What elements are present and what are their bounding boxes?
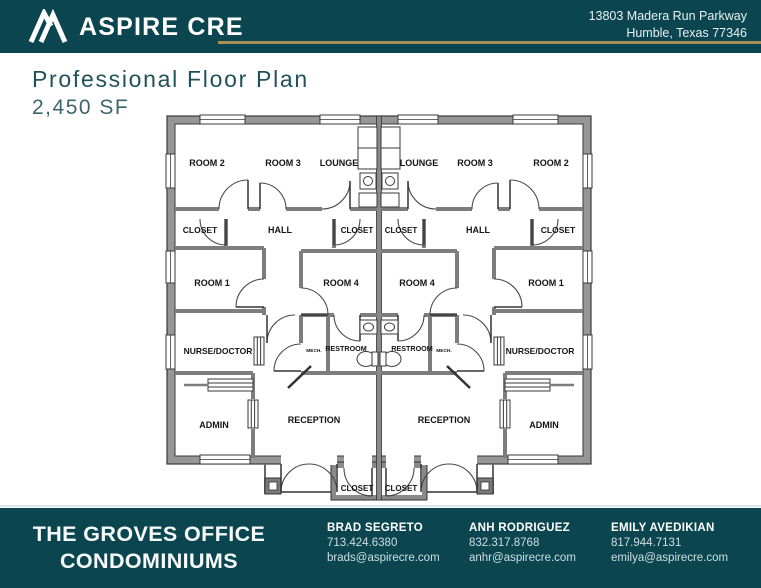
- room-label-room4-right: ROOM 4: [399, 278, 435, 288]
- room-label-mech-left: MECH.: [306, 349, 322, 354]
- room-label-room3-right: ROOM 3: [457, 158, 493, 168]
- contact-phone: 832.317.8768: [469, 537, 540, 549]
- contact-card: [611, 521, 743, 566]
- room-label-mech-right: MECH.: [436, 349, 452, 354]
- room-label-nurse-left: NURSE/DOCTOR: [183, 346, 253, 356]
- floor-plan-drawing: [164, 111, 594, 504]
- contact-card: [327, 521, 459, 566]
- room-label-room4-left: ROOM 4: [323, 278, 359, 288]
- property-address: [589, 8, 747, 42]
- contact-email: anhr@aspirecre.com: [469, 552, 576, 564]
- room-label-room1-left: ROOM 1: [194, 278, 230, 288]
- footer-bar: [0, 508, 761, 588]
- room-label-closet2-right: CLOSET: [384, 226, 418, 235]
- address-line-2: Humble, Texas 77346: [626, 26, 747, 40]
- footer-divider-line: [0, 505, 761, 507]
- contact-email: brads@aspirecre.com: [327, 552, 440, 564]
- brand-name: ASPIRE CRE: [79, 12, 244, 41]
- area-subtitle: 2,450 SF: [32, 96, 130, 119]
- room-label-room2-right: ROOM 2: [533, 158, 569, 168]
- contact-phone: 817.944.7131: [611, 537, 682, 549]
- room-label-nurse-right: NURSE/DOCTOR: [505, 346, 575, 356]
- contact-phone: 713.424.6380: [327, 537, 398, 549]
- floor-plan: [164, 111, 594, 504]
- room-label-restroom-right: RESTROOM: [391, 344, 433, 353]
- aspire-logo-icon: [28, 9, 68, 45]
- contact-name: ANH RODRIGUEZ: [469, 522, 571, 534]
- room-label-hall-left: HALL: [268, 225, 292, 235]
- property-name: [10, 521, 288, 574]
- contact-name: EMILY AVEDIKIAN: [611, 522, 715, 534]
- room-label-reception-left: RECEPTION: [287, 415, 341, 425]
- room-label-room1-right: ROOM 1: [528, 278, 564, 288]
- brand-lockup: [28, 9, 244, 45]
- room-label-restroom-left: RESTROOM: [325, 344, 367, 353]
- demising-wall: [377, 116, 382, 500]
- room-label-closet2-left: CLOSET: [340, 226, 374, 235]
- room-label-closet1-left: CLOSET: [182, 225, 218, 235]
- contact-list: [327, 521, 753, 566]
- header-bar: [0, 0, 761, 53]
- room-label-entry-closet-left: CLOSET: [340, 484, 374, 493]
- contact-email: emilya@aspirecre.com: [611, 552, 729, 564]
- room-label-reception-right: RECEPTION: [417, 415, 471, 425]
- room-label-hall-right: HALL: [466, 225, 490, 235]
- contact-card: [469, 521, 601, 566]
- porch-column: [265, 478, 281, 494]
- room-label-room3-left: ROOM 3: [265, 158, 301, 168]
- contact-name: BRAD SEGRETO: [327, 522, 424, 534]
- address-line-1: 13803 Madera Run Parkway: [588, 9, 747, 23]
- room-label-closet1-right: CLOSET: [540, 225, 576, 235]
- room-label-admin-left: ADMIN: [199, 420, 229, 430]
- property-name-line-1: THE GROVES OFFICE: [32, 522, 266, 546]
- porch-column: [477, 478, 493, 494]
- room-label-admin-right: ADMIN: [529, 420, 559, 430]
- room-label-lounge-left: LOUNGE: [319, 158, 359, 168]
- room-label-lounge-right: LOUNGE: [399, 158, 439, 168]
- room-label-room2-left: ROOM 2: [189, 158, 225, 168]
- room-label-entry-closet-right: CLOSET: [384, 484, 418, 493]
- page-title: Professional Floor Plan: [32, 66, 309, 92]
- property-name-line-2: CONDOMINIUMS: [60, 548, 238, 573]
